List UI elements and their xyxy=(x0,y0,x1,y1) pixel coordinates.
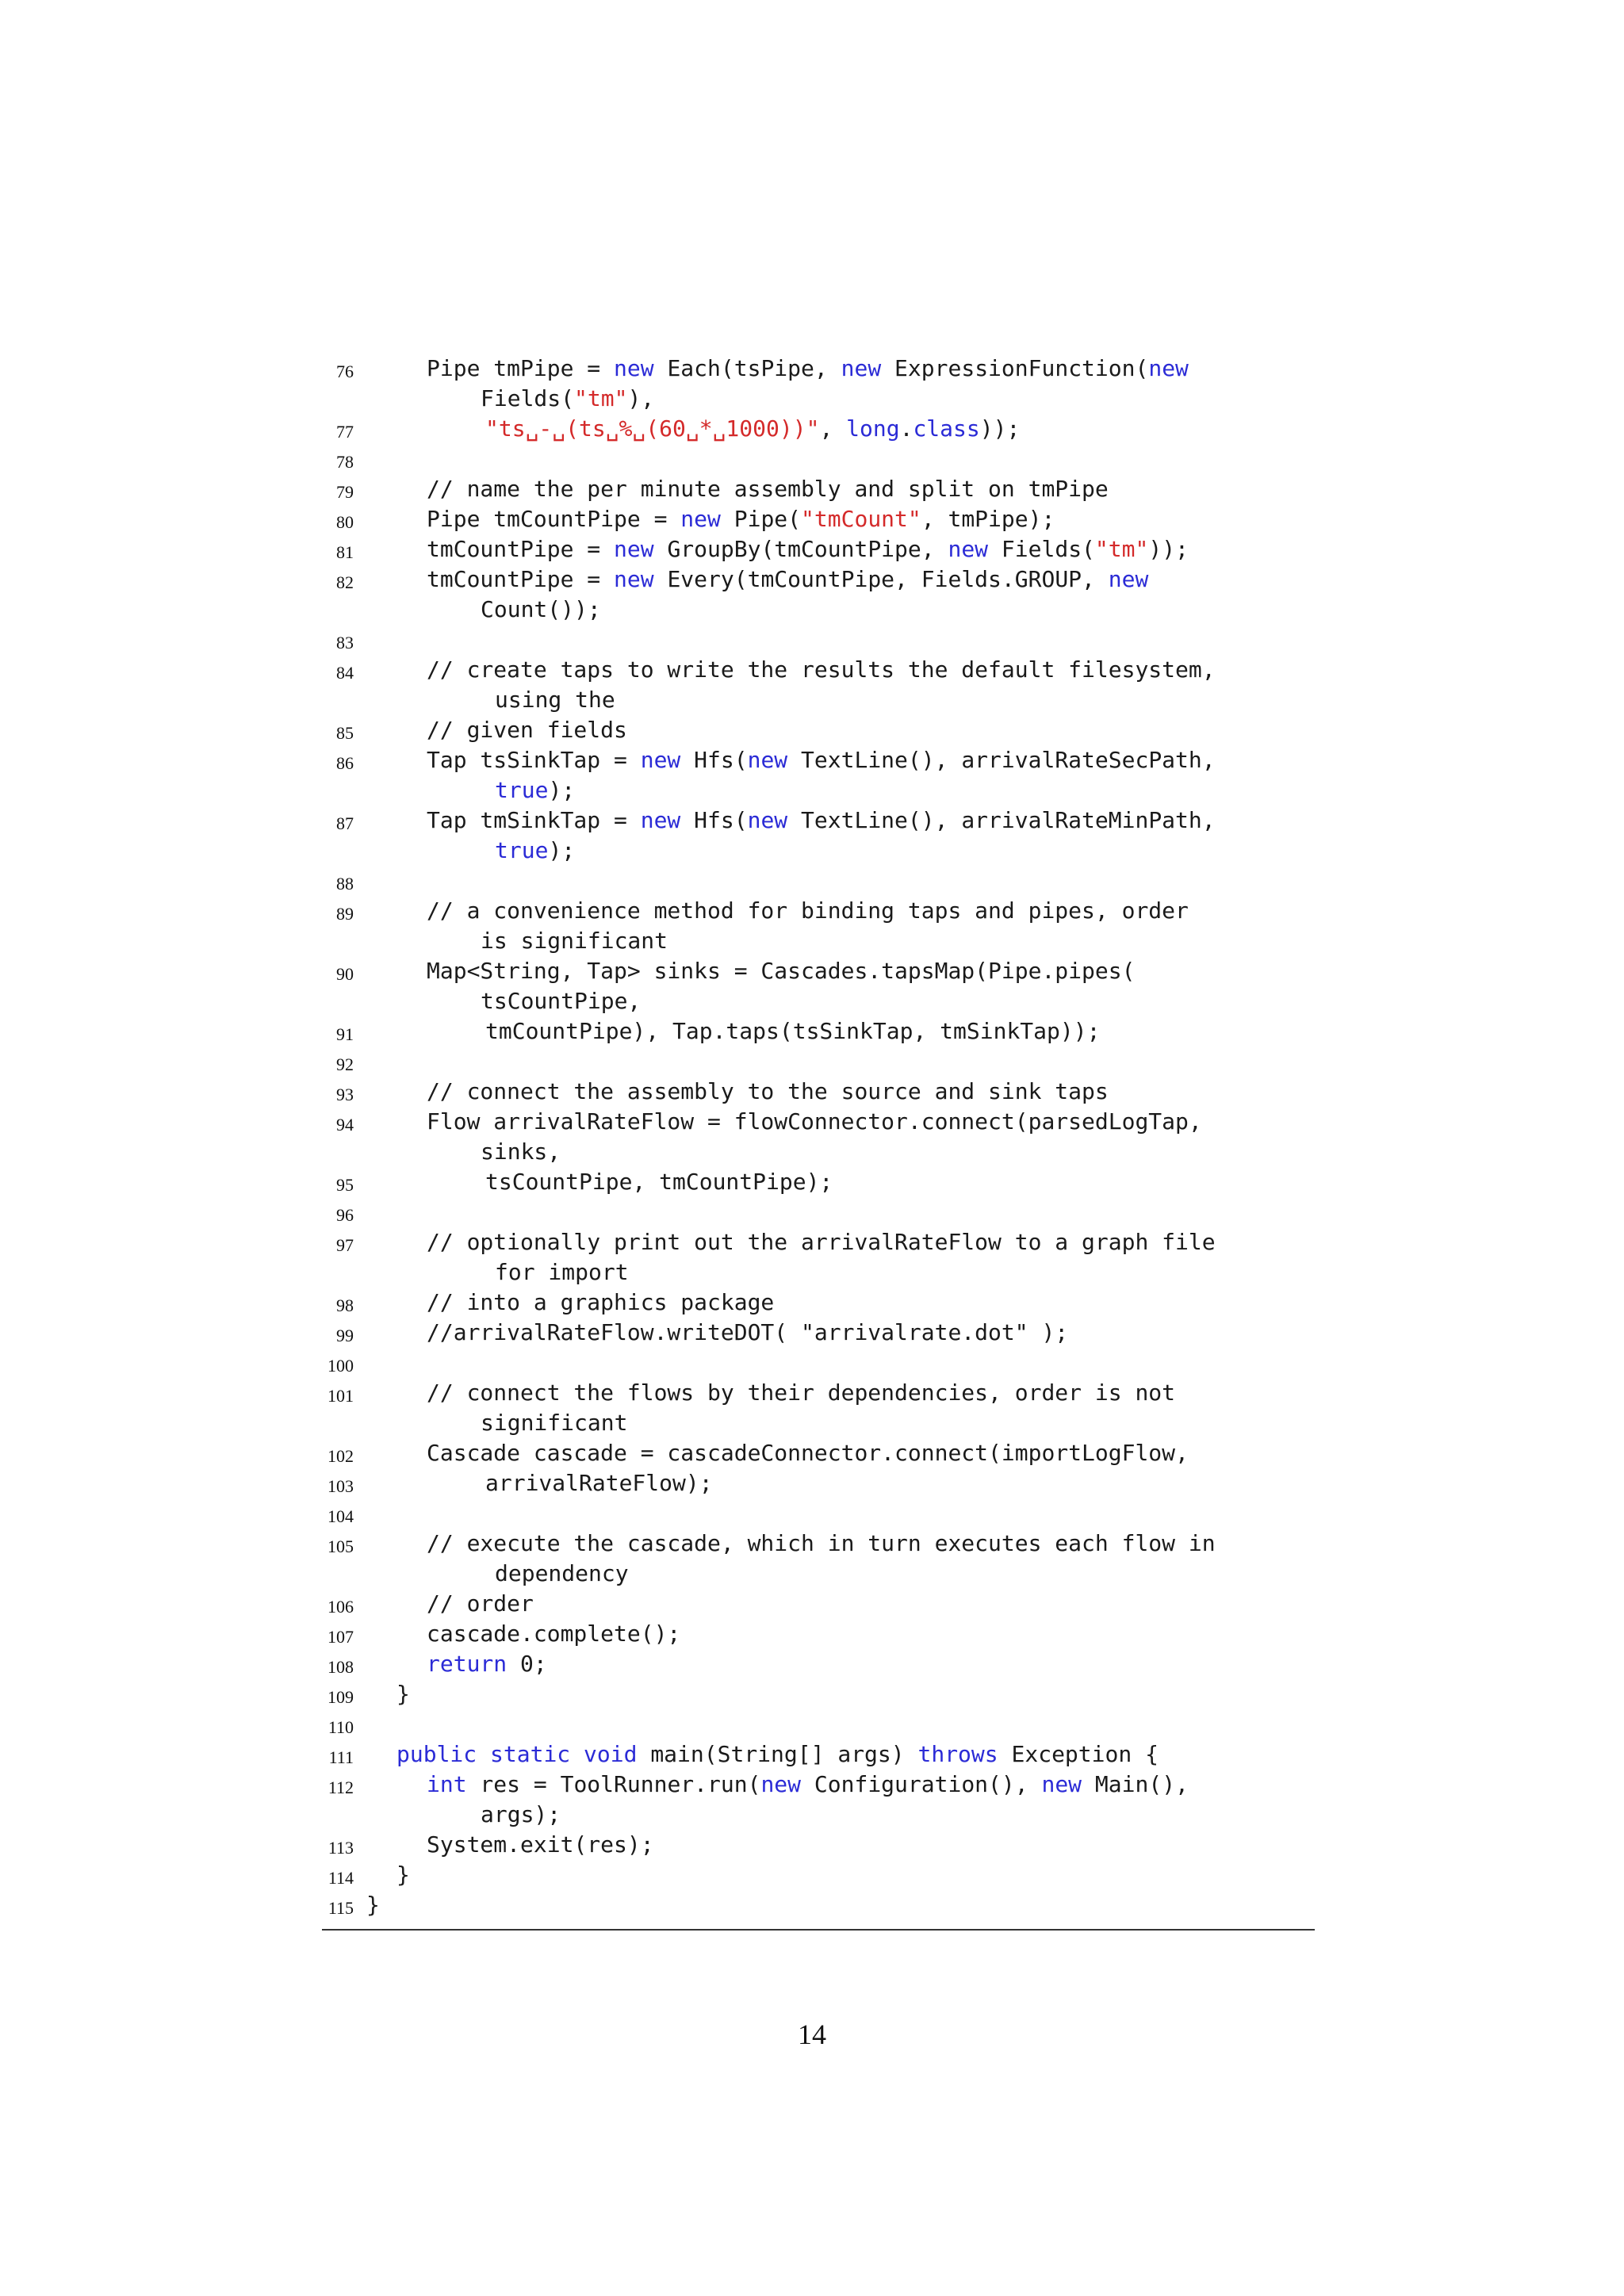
code-keyword: return xyxy=(427,1651,508,1677)
code-text xyxy=(427,1438,1189,1468)
code-line xyxy=(0,534,1624,564)
line-number: 87 xyxy=(336,813,354,833)
line-number: 98 xyxy=(336,1295,354,1315)
code-token: main(String[] args) xyxy=(637,1741,918,1767)
code-text xyxy=(427,1529,1216,1559)
code-token: Fields( xyxy=(988,536,1095,562)
code-text xyxy=(396,1679,410,1709)
code-line xyxy=(0,1770,1624,1800)
line-number: 103 xyxy=(327,1476,354,1496)
code-line xyxy=(0,1197,1624,1227)
line-number: 102 xyxy=(327,1446,354,1466)
code-token: significant xyxy=(481,1410,628,1436)
code-token: // given fields xyxy=(427,717,627,743)
line-number: 99 xyxy=(336,1326,354,1345)
code-token: // connect the flows by their dependencies, order is not xyxy=(427,1380,1176,1406)
line-number: 101 xyxy=(327,1386,354,1406)
line-number: 97 xyxy=(336,1235,354,1255)
code-token: tsCountPipe, tmCountPipe); xyxy=(485,1169,833,1195)
code-line xyxy=(0,1830,1624,1860)
line-number: 110 xyxy=(327,1717,354,1737)
code-text xyxy=(396,1739,1159,1770)
code-token xyxy=(570,1741,584,1767)
code-line xyxy=(0,1107,1624,1137)
code-token: TextLine(), arrivalRateSecPath, xyxy=(787,747,1216,773)
code-line xyxy=(0,1619,1624,1649)
code-line xyxy=(0,655,1624,685)
code-keyword: new xyxy=(747,747,788,773)
code-token: Hfs( xyxy=(680,747,748,773)
line-number: 86 xyxy=(336,753,354,773)
line-number: 96 xyxy=(336,1205,354,1225)
code-token: // create taps to write the results the default filesystem, xyxy=(427,656,1216,683)
code-line xyxy=(0,926,1624,956)
code-token: } xyxy=(396,1681,410,1707)
line-number: 106 xyxy=(327,1597,354,1617)
code-keyword: static xyxy=(490,1741,571,1767)
code-text xyxy=(427,806,1216,836)
code-text xyxy=(495,836,575,866)
code-token: ExpressionFunction( xyxy=(881,355,1149,381)
code-keyword: new xyxy=(614,355,654,381)
code-line xyxy=(0,444,1624,474)
code-token: Count()); xyxy=(481,596,601,622)
line-number: 88 xyxy=(336,874,354,894)
code-text xyxy=(427,1378,1175,1408)
code-line xyxy=(0,354,1624,384)
code-line xyxy=(0,1288,1624,1318)
line-number: 80 xyxy=(336,512,354,532)
code-keyword: true xyxy=(495,837,549,863)
line-number: 111 xyxy=(328,1747,354,1767)
line-number: 82 xyxy=(336,572,354,592)
code-token: arrivalRateFlow); xyxy=(485,1470,713,1496)
code-token: Pipe tmPipe = xyxy=(427,355,615,381)
line-number: 90 xyxy=(336,964,354,984)
code-line xyxy=(0,775,1624,806)
code-text xyxy=(427,745,1216,775)
line-number: 115 xyxy=(327,1898,354,1918)
code-line xyxy=(0,1890,1624,1920)
code-text xyxy=(427,655,1216,685)
code-string: "ts␣-␣(ts␣%␣(60␣*␣1000))" xyxy=(485,415,820,442)
code-line xyxy=(0,1739,1624,1770)
code-keyword: new xyxy=(614,566,654,592)
code-token: Each(tsPipe, xyxy=(653,355,841,381)
code-line xyxy=(0,414,1624,444)
code-line xyxy=(0,715,1624,745)
code-token: . xyxy=(899,415,914,442)
code-token: sinks, xyxy=(481,1138,561,1165)
code-text xyxy=(427,1830,654,1860)
line-number: 76 xyxy=(336,362,354,381)
code-line xyxy=(0,1589,1624,1619)
code-token: Tap tmSinkTap = xyxy=(427,807,641,833)
code-string: "tm" xyxy=(1094,536,1149,562)
code-text xyxy=(481,926,668,956)
code-text xyxy=(427,1318,1068,1348)
code-token: for import xyxy=(495,1259,629,1285)
code-line xyxy=(0,1559,1624,1589)
code-string: "tm" xyxy=(574,385,628,411)
line-number: 84 xyxy=(336,663,354,683)
code-keyword: new xyxy=(640,807,681,833)
line-number: 109 xyxy=(327,1687,354,1707)
code-line xyxy=(0,1348,1624,1378)
code-line xyxy=(0,806,1624,836)
code-text xyxy=(427,715,627,745)
code-text xyxy=(427,474,1109,504)
code-text xyxy=(495,775,575,806)
code-text xyxy=(485,1468,713,1498)
code-token: Exception { xyxy=(998,1741,1159,1767)
code-keyword: new xyxy=(747,807,788,833)
line-number: 89 xyxy=(336,904,354,924)
code-token: tmCountPipe = xyxy=(427,566,615,592)
code-text xyxy=(495,1257,629,1288)
line-number: 91 xyxy=(336,1024,354,1044)
code-token: Configuration(), xyxy=(801,1771,1042,1797)
code-token: // order xyxy=(427,1590,534,1617)
code-token: using the xyxy=(495,687,615,713)
code-line xyxy=(0,1860,1624,1890)
code-line xyxy=(0,564,1624,595)
code-text xyxy=(485,1016,1100,1047)
code-line xyxy=(0,866,1624,896)
code-token: //arrivalRateFlow.writeDOT( "arrivalrate.dot" ); xyxy=(427,1319,1069,1345)
code-keyword: new xyxy=(841,355,882,381)
code-token: System.exit(res); xyxy=(427,1831,654,1858)
code-line xyxy=(0,896,1624,926)
code-text xyxy=(427,504,1055,534)
line-number: 114 xyxy=(327,1868,354,1888)
code-text xyxy=(481,1800,561,1830)
code-text xyxy=(427,1077,1109,1107)
code-line xyxy=(0,685,1624,715)
code-text xyxy=(427,1107,1202,1137)
code-token: Hfs( xyxy=(680,807,748,833)
code-keyword: true xyxy=(495,777,549,803)
code-line xyxy=(0,1318,1624,1348)
code-text xyxy=(427,1288,774,1318)
code-token: Pipe( xyxy=(720,506,802,532)
code-keyword: new xyxy=(680,506,721,532)
code-token: // connect the assembly to the source and sink taps xyxy=(427,1078,1109,1104)
code-line xyxy=(0,384,1624,414)
line-number: 93 xyxy=(336,1085,354,1104)
line-number: 95 xyxy=(336,1175,354,1195)
code-token: Pipe tmCountPipe = xyxy=(427,506,681,532)
code-line xyxy=(0,956,1624,986)
line-number: 83 xyxy=(336,633,354,652)
code-line xyxy=(0,745,1624,775)
code-line xyxy=(0,1649,1624,1679)
code-text xyxy=(481,595,601,625)
code-string: "tmCount" xyxy=(801,506,921,532)
code-text xyxy=(481,384,654,414)
page-number: 14 xyxy=(798,2019,826,2050)
code-line xyxy=(0,1438,1624,1468)
code-token: tsCountPipe, xyxy=(481,988,642,1014)
code-token: TextLine(), arrivalRateMinPath, xyxy=(787,807,1216,833)
code-line xyxy=(0,1679,1624,1709)
code-text xyxy=(427,1649,547,1679)
line-number: 94 xyxy=(336,1115,354,1135)
code-token: dependency xyxy=(495,1560,629,1586)
code-keyword: void xyxy=(584,1741,638,1767)
code-token: Main(), xyxy=(1082,1771,1189,1797)
code-keyword: class xyxy=(913,415,980,442)
code-text xyxy=(427,1619,680,1649)
code-line xyxy=(0,474,1624,504)
code-text xyxy=(485,1167,833,1197)
code-token: tmCountPipe = xyxy=(427,536,615,562)
code-text xyxy=(427,1227,1216,1257)
code-text xyxy=(481,1137,561,1167)
code-token: // name the per minute assembly and split on tmPipe xyxy=(427,476,1109,502)
code-text xyxy=(495,1559,629,1589)
code-token: ); xyxy=(548,777,576,803)
code-text xyxy=(481,1408,627,1438)
code-token: res = ToolRunner.run( xyxy=(466,1771,761,1797)
listing-bottom-rule xyxy=(322,1929,1315,1931)
code-token: Cascade cascade = cascadeConnector.connect(importLogFlow, xyxy=(427,1440,1189,1466)
code-line xyxy=(0,1016,1624,1047)
code-text xyxy=(427,1589,534,1619)
code-token: is significant xyxy=(481,928,668,954)
code-text xyxy=(485,414,1020,444)
line-number: 78 xyxy=(336,452,354,472)
code-keyword: public xyxy=(396,1741,477,1767)
code-token: Flow arrivalRateFlow = flowConnector.connect(parsedLogTap, xyxy=(427,1108,1202,1135)
code-token: Tap tsSinkTap = xyxy=(427,747,641,773)
code-token: // execute the cascade, which in turn executes each flow in xyxy=(427,1530,1216,1556)
code-line xyxy=(0,836,1624,866)
line-number: 108 xyxy=(327,1657,354,1677)
code-line xyxy=(0,1408,1624,1438)
code-line xyxy=(0,1227,1624,1257)
code-line xyxy=(0,1378,1624,1408)
code-line xyxy=(0,1137,1624,1167)
line-number: 77 xyxy=(336,422,354,442)
code-keyword: new xyxy=(948,536,989,562)
code-token: ); xyxy=(548,837,576,863)
code-text xyxy=(427,564,1148,595)
code-token: , xyxy=(819,415,847,442)
code-text xyxy=(481,986,641,1016)
code-line xyxy=(0,504,1624,534)
line-number: 85 xyxy=(336,723,354,743)
code-token: } xyxy=(396,1862,410,1888)
code-keyword: new xyxy=(640,747,681,773)
code-keyword: long xyxy=(846,415,900,442)
line-number: 105 xyxy=(327,1536,354,1556)
line-number: 104 xyxy=(327,1506,354,1526)
line-number: 92 xyxy=(336,1054,354,1074)
code-line xyxy=(0,1498,1624,1529)
code-keyword: new xyxy=(1148,355,1189,381)
code-text xyxy=(396,1860,410,1890)
code-keyword: new xyxy=(760,1771,802,1797)
code-line xyxy=(0,1047,1624,1077)
line-number: 79 xyxy=(336,482,354,502)
code-token: cascade.complete(); xyxy=(427,1621,681,1647)
code-text xyxy=(495,685,615,715)
line-number: 113 xyxy=(327,1838,354,1858)
code-text xyxy=(427,354,1189,384)
code-text xyxy=(427,534,1189,564)
code-keyword: new xyxy=(1041,1771,1082,1797)
code-token: , tmPipe); xyxy=(921,506,1055,532)
code-text xyxy=(427,1770,1189,1800)
line-number: 100 xyxy=(327,1356,354,1376)
code-line xyxy=(0,1468,1624,1498)
code-token: } xyxy=(366,1892,380,1918)
code-token: args); xyxy=(481,1801,561,1827)
code-text xyxy=(427,896,1189,926)
line-number: 107 xyxy=(327,1627,354,1647)
code-line xyxy=(0,625,1624,655)
code-token: Fields( xyxy=(481,385,575,411)
code-token: )); xyxy=(979,415,1021,442)
code-token: // optionally print out the arrivalRateFlow to a graph file xyxy=(427,1229,1216,1255)
code-token: // into a graphics package xyxy=(427,1289,775,1315)
code-line xyxy=(0,1077,1624,1107)
code-line xyxy=(0,986,1624,1016)
code-line xyxy=(0,595,1624,625)
code-keyword: new xyxy=(614,536,654,562)
code-text xyxy=(427,956,1135,986)
code-keyword: int xyxy=(427,1771,467,1797)
line-number: 81 xyxy=(336,542,354,562)
code-line xyxy=(0,1167,1624,1197)
code-line xyxy=(0,1800,1624,1830)
code-token: ), xyxy=(627,385,655,411)
code-token: // a convenience method for binding taps and pipes, order xyxy=(427,897,1189,924)
code-keyword: throws xyxy=(917,1741,998,1767)
code-token: )); xyxy=(1148,536,1189,562)
code-keyword: new xyxy=(1108,566,1149,592)
line-number: 112 xyxy=(327,1777,354,1797)
code-line xyxy=(0,1257,1624,1288)
code-token: 0; xyxy=(507,1651,547,1677)
code-token: tmCountPipe), Tap.taps(tsSinkTap, tmSinkTap)); xyxy=(485,1018,1101,1044)
code-token: Map<String, Tap> sinks = Cascades.tapsMap(Pipe.pipes( xyxy=(427,958,1136,984)
code-line xyxy=(0,1529,1624,1559)
code-token: Every(tmCountPipe, Fields.GROUP, xyxy=(653,566,1109,592)
code-token: GroupBy(tmCountPipe, xyxy=(653,536,948,562)
code-token xyxy=(477,1741,490,1767)
code-text xyxy=(366,1890,380,1920)
code-line xyxy=(0,1709,1624,1739)
